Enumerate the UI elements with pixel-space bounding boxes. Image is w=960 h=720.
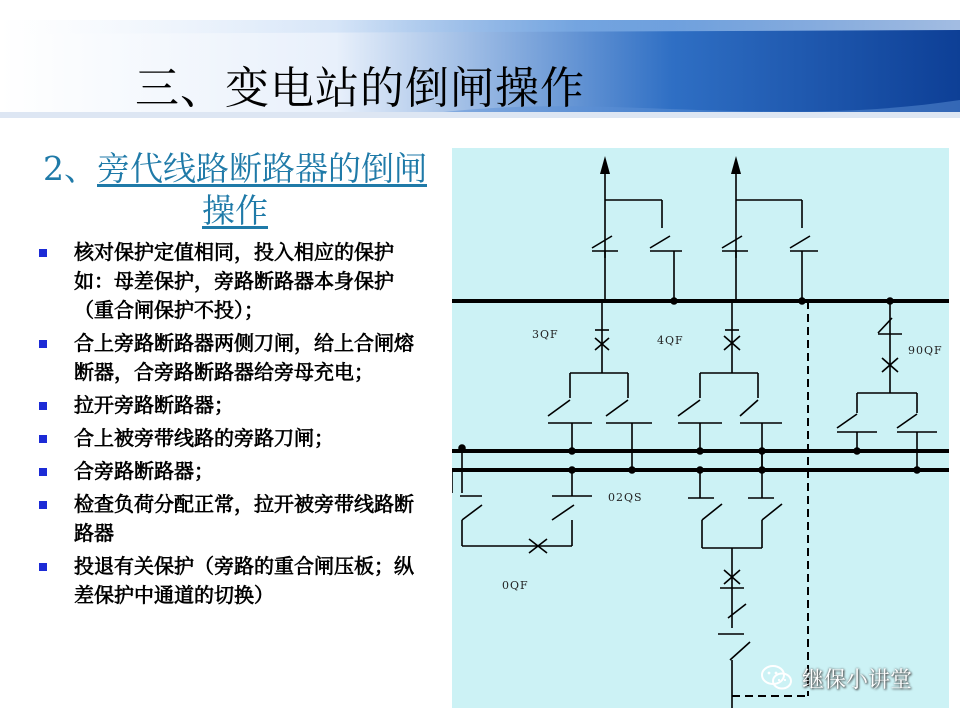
- qf3-label: 3QF: [532, 328, 559, 341]
- subtitle-text: 旁代线路断路器的倒闸操作: [97, 149, 427, 230]
- section-subtitle: [40, 148, 430, 232]
- square-bullet-icon: [39, 435, 47, 443]
- single-line-diagram: [452, 148, 949, 708]
- list-item: 拉开旁路断路器；: [30, 391, 425, 420]
- wiring-diagram: [452, 148, 949, 708]
- square-bullet-icon: [39, 563, 47, 571]
- list-item: 检查负荷分配正常，拉开被旁带线路断路器: [30, 490, 425, 548]
- subtitle-number: 2、: [43, 149, 97, 188]
- wechat-icon: [760, 663, 794, 693]
- square-bullet-icon: [39, 249, 47, 257]
- square-bullet-icon: [39, 468, 47, 476]
- step-list: [30, 238, 425, 614]
- square-bullet-icon: [39, 501, 47, 509]
- qf90-label: 90QF: [908, 344, 943, 357]
- list-item: 核对保护定值相同，投入相应的保护如：母差保护，旁路断路器本身保护（重合闸保护不投）；: [30, 238, 425, 325]
- qf0-label: 0QF: [502, 579, 529, 592]
- list-item: 合旁路断路器；: [30, 457, 425, 486]
- page-title: 三、变电站的倒闸操作: [135, 63, 585, 114]
- arrow-up-icon: [731, 156, 741, 174]
- watermark: [760, 660, 950, 696]
- arrow-up-icon: [600, 156, 610, 174]
- square-bullet-icon: [39, 402, 47, 410]
- qs02-label: 02QS: [608, 491, 643, 504]
- watermark-text: 继保小讲堂: [802, 667, 913, 693]
- qf4-label: 4QF: [657, 334, 684, 347]
- list-item: 合上旁路断路器两侧刀闸，给上合闸熔断器，合旁路断路器给旁母充电；: [30, 329, 425, 387]
- list-item: 合上被旁带线路的旁路刀闸；: [30, 424, 425, 453]
- list-item: 投退有关保护（旁路的重合闸压板；纵差保护中通道的切换）: [30, 552, 425, 610]
- slide-header: [0, 0, 960, 135]
- square-bullet-icon: [39, 340, 47, 348]
